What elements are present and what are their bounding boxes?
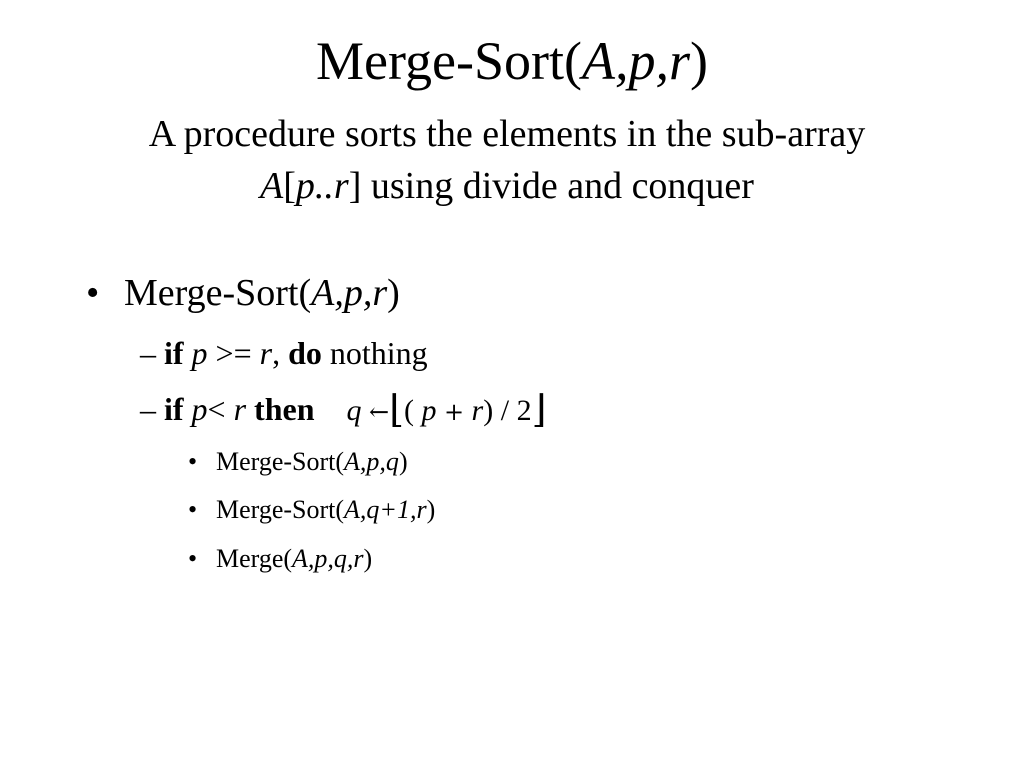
bullet-merge-sort: [86, 270, 400, 316]
slide-subtitle: [40, 108, 974, 212]
sub-args: A,p,q: [344, 447, 399, 476]
formula-p: p: [421, 394, 437, 427]
title-args: A,p,r: [581, 31, 690, 91]
title-func: Merge-Sort(: [316, 31, 582, 91]
subtitle-bracket-open: [: [283, 165, 296, 207]
subtitle-array-name: A: [260, 165, 284, 207]
kw-do: do: [288, 335, 322, 371]
sub-func: Merge-Sort(: [216, 495, 345, 524]
formula-div: /: [500, 394, 510, 427]
rest-nothing: nothing: [321, 335, 428, 371]
sub-sub-bullet-right-recursion: [188, 494, 435, 526]
kw-if: if: [164, 335, 184, 371]
bullet-func: Merge-Sort(: [124, 272, 312, 314]
var-r: r: [259, 335, 273, 371]
bullet-dot: •: [188, 495, 198, 524]
var-r: r: [233, 391, 247, 427]
var-p: p: [191, 335, 208, 371]
bullet-dot: •: [86, 272, 100, 314]
subtitle-line-2: [40, 160, 974, 212]
formula-lfloor: ⌊: [389, 387, 404, 431]
formula-arrow: ←: [369, 398, 390, 426]
sub-func: Merge-Sort(: [216, 447, 345, 476]
sub-close: ): [398, 447, 408, 476]
sub-close: ): [363, 544, 373, 573]
sub-sub-bullet-merge: [188, 543, 372, 575]
slide-title: [0, 30, 1024, 92]
formula-r: r: [471, 394, 484, 427]
formula-close: ): [483, 394, 494, 427]
kw-then: then: [254, 391, 315, 427]
sub-args: A,p,q,r: [292, 544, 364, 573]
dash: –: [140, 335, 164, 371]
op-gte: >=: [207, 335, 260, 371]
bullet-dot: •: [188, 447, 198, 476]
formula-open: (: [403, 394, 414, 427]
midpoint-formula: [347, 389, 547, 432]
comma: ,: [272, 335, 289, 371]
bullet-args: A,p,r: [311, 272, 388, 314]
sub-close: ): [426, 495, 436, 524]
op-lt: <: [207, 391, 234, 427]
formula-q: q: [346, 394, 362, 427]
bullet-dot: •: [188, 544, 198, 573]
title-close: ): [689, 31, 708, 91]
sub-bullet-recursive-case: [140, 389, 546, 432]
bullet-close: ): [387, 272, 400, 314]
subtitle-line-1: A procedure sorts the elements in the sub-array: [148, 113, 866, 155]
dash: –: [140, 391, 164, 427]
sub-args: A,q+1,r: [344, 495, 427, 524]
kw-if: if: [164, 391, 184, 427]
subtitle-range: p..r: [295, 165, 349, 207]
formula-plus: +: [443, 398, 465, 426]
sub-sub-bullet-left-recursion: [188, 446, 408, 478]
sub-func: Merge(: [216, 544, 293, 573]
var-p: p: [191, 391, 208, 427]
formula-two: 2: [516, 394, 532, 427]
sub-bullet-base-case: [140, 333, 428, 373]
formula-rfloor: ⌋: [531, 387, 547, 431]
subtitle-rest: ] using divide and conquer: [348, 165, 754, 207]
